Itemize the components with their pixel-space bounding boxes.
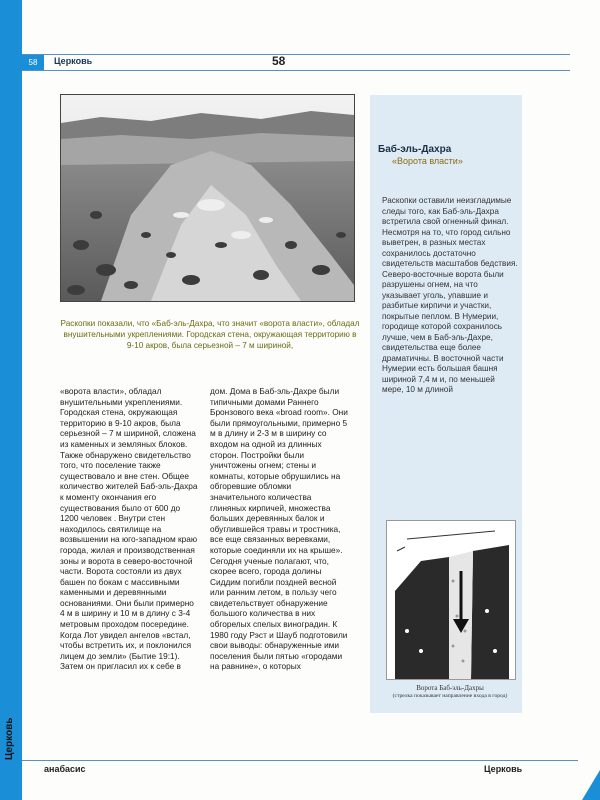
left-color-strip bbox=[0, 0, 22, 800]
header-rule-top bbox=[22, 54, 570, 55]
section-name: Церковь bbox=[54, 56, 93, 66]
excavation-photo bbox=[60, 94, 355, 302]
sidebar-text: Раскопки оставили неизгладимые следы того, как Баб-эль-Дахра встретила свой огненный финал. Несмотря на то, что город сильно выветрен, в разных местах сохранилось достаточно свидетельств масштабов бедствия. Северо-восточные ворота были разрушены огнем, на что указывает уголь, упавшие и разбитые кирпичи и участки, покрытые пеплом. В Нумерии, городище которой сохранилось лучше, чем в Баб-эль-Дахре, свидетельства еще более драматичны. В восточной части Нумерии есть большая башня шириной 7,4 м и, по меньшей мере, 10 м длиной bbox=[382, 196, 518, 394]
vertical-section-label: Церковь bbox=[4, 717, 15, 760]
header-rule-bottom bbox=[22, 70, 570, 71]
body-text-middle: дом. Дома в Баб-эль-Дахре были типичными домами Раннего Бронзового века «broad room». Они были прямоугольными, примерно 5 м в длину и 2-3 м в ширину со входом на одной из длинных сторон. Постройки были уничтожены огнем; стены и комнаты, которые обрушились на обгоревшие обломки значительного количества глиняных кирпичей, множества больших деревянных балок и обуглившейся травы и тростника, все еще связанных веревками, которые соединяли их на крыше». Сегодня ученые полагают, что, скорее всего, города долины Сиддим погибли поздней весной или ранним летом, в пользу чего свидетельствует обнаружение большого количества в них обгорелых спелых виноградин. К 1980 году Рэст и Шауб подготовили свои выводы: обнаруженные ими поселения были пятью «городами на равнине», о которых bbox=[210, 386, 348, 672]
diagram-caption-note: (стрелка показывает направление входа в город) bbox=[392, 693, 508, 699]
sidebar-title: Баб-эль-Дахра bbox=[378, 144, 452, 155]
photo-caption: Раскопки показали, что «Баб-эль-Дахра, что значит «ворота власти», обладал внушительными укреплениями. Городская стена, окружающая территорию в 9-10 акров, была серьезной – 7 м шириной, bbox=[60, 319, 360, 350]
footer-rule bbox=[22, 760, 578, 761]
sidebar-subtitle: «Ворота власти» bbox=[392, 156, 463, 166]
corner-accent bbox=[582, 770, 600, 800]
rocky-ruins-image bbox=[61, 95, 354, 301]
diagram-caption-title: Ворота Баб-эль-Дахры bbox=[416, 684, 484, 692]
page-number-badge: 58 bbox=[22, 55, 44, 70]
gate-plan-image bbox=[387, 521, 515, 679]
body-text-left: «ворота власти», обладал внушительными укреплениями. Городская стена, окружающая территорию в 9-10 акров, была серьезной – 7 м шириной, сложена из каменных и земляных блоков. Также обнаружено свидетельство того, что поселение также существовало и вне стен. Общее количество жителей Баб-эль-Дахра к моменту окончания его существования было от 600 до 1200 человек . Внутри стен находилось святилище на возвышении на юго-западном краю города, жилая и производственная зоны и ворота в северо-восточной части. Ворота состояли из двух башен по бокам с массивными каменными и деревянными основаниями. Они были примерно 4 м в ширину и 10 м в длину с 3-4 метровым проходом посередине. Когда Лот увидел ангелов «встал, чтобы встретить их, и поклонился лицем до земли» (Бытие 19:1). Затем он пригласил их к себе в bbox=[60, 386, 198, 672]
gate-plan-diagram bbox=[386, 520, 516, 680]
body-column-left bbox=[60, 386, 198, 672]
footer-magazine-name: анабасис bbox=[44, 764, 86, 774]
page-number: 58 bbox=[272, 54, 286, 68]
body-column-middle bbox=[210, 386, 348, 672]
diagram-caption bbox=[380, 684, 520, 700]
footer-section-name: Церковь bbox=[484, 764, 523, 774]
